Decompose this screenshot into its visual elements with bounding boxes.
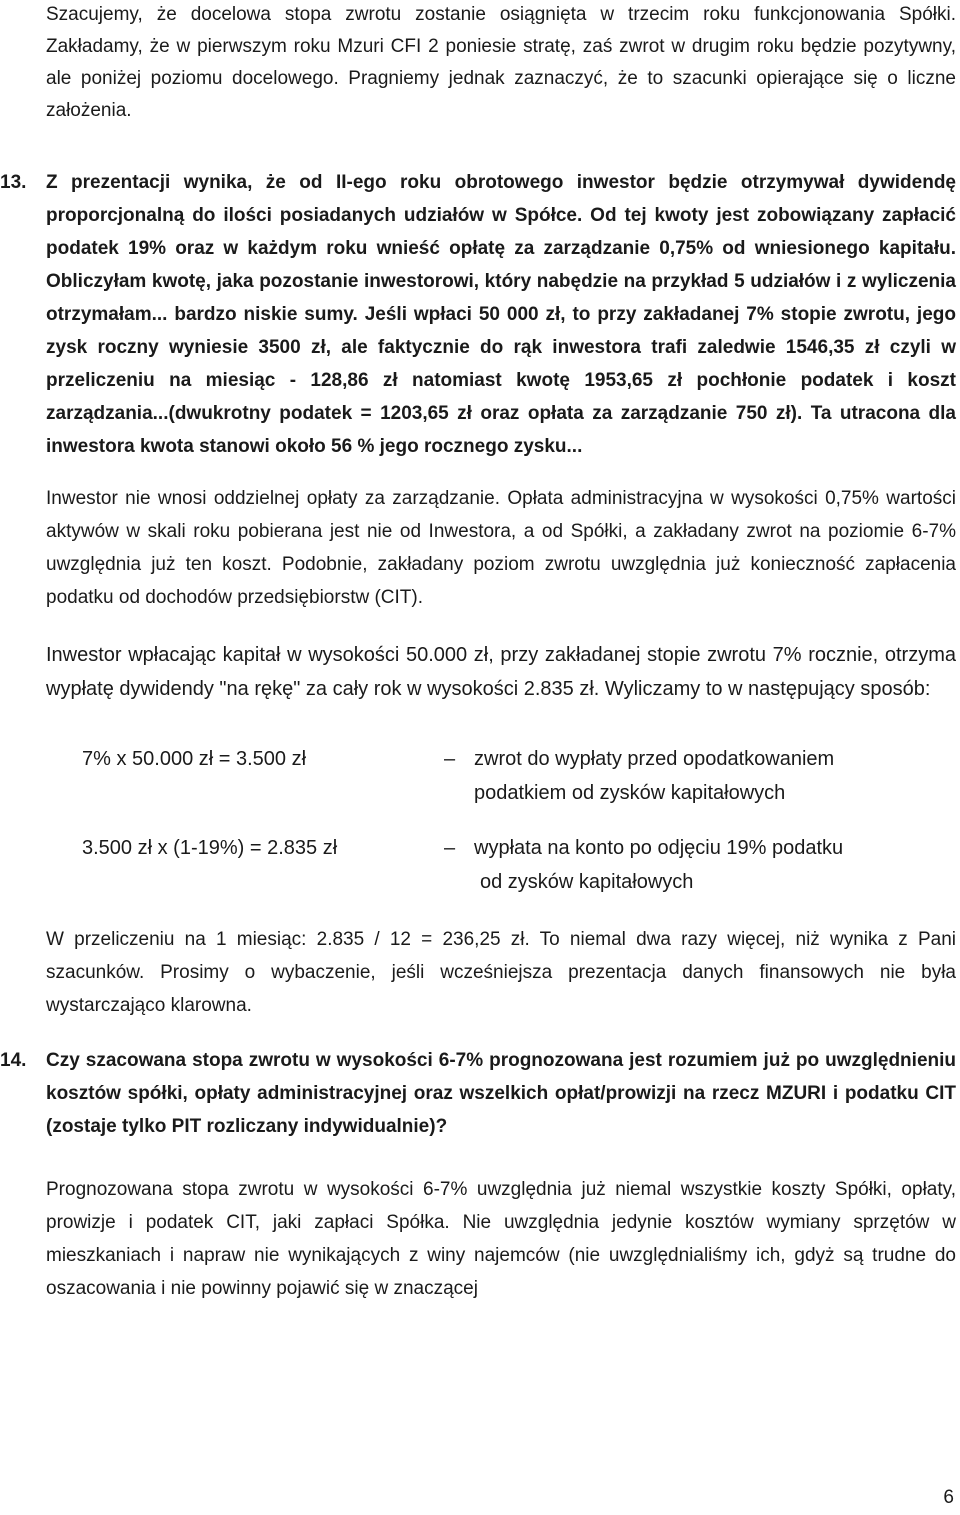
question-13-number: 13. xyxy=(0,172,27,193)
calculation-description-line: wypłata na konto po odjęciu 19% podatku xyxy=(474,837,844,859)
calculation-row xyxy=(46,831,956,897)
calculation-dash: – xyxy=(444,837,456,859)
answer-13-paragraph-1: Inwestor nie wnosi oddzielnej opłaty za zarządzanie. Opłata administracyjna w wysokości 0,75% wartości aktywów w skali roku pobierana jest nie od Inwestora, a od Spółki, a zakładany zwrot na poziomie 6-7% uwzględnia już ten koszt. Podobnie, zakładany poziom zwrotu uwzględnia już konieczność zapłacenia podatku od dochodów przedsiębiorstw (CIT). xyxy=(46,488,956,608)
answer-13-paragraph-3: W przeliczeniu na 1 miesiąc: 2.835 / 12 = 236,25 zł. To niemal dwa razy więcej, niż wynika z Pani szacunków. Prosimy o wybaczenie, jeśli wcześniejsza prezentacja danych finansowych nie była wystarczająco klarowna. xyxy=(46,929,956,1016)
page-number: 6 xyxy=(943,1487,954,1508)
question-14-text: Czy szacowana stopa zwrotu w wysokości 6-7% prognozowana jest rozumiem już po uwzględnieniu kosztów spółki, opłaty administracyjnej oraz wszelkich opłat/prowizji na rzecz MZURI i podatku CIT (zostaje tylko PIT rozliczany indywidualnie)? xyxy=(46,1050,956,1137)
calculation-description xyxy=(474,742,954,810)
calculation-row xyxy=(46,742,956,808)
question-14-number: 14. xyxy=(0,1050,27,1071)
calculation-description xyxy=(474,831,954,899)
calculation-description-line: zwrot do wypłaty przed opodatkowaniem xyxy=(474,748,835,770)
intro-paragraph: Szacujemy, że docelowa stopa zwrotu zostanie osiągnięta w trzecim roku funkcjonowania Spółki. Zakładamy, że w pierwszym roku Mzuri CFI 2 poniesie stratę, zaś zwrot w drugim roku będzie pozytywny, ale poniżej poziomu docelowego. Pragniemy jednak zaznaczyć, że to szacunki opierające się o liczne założenia. xyxy=(46,4,956,121)
calculation-formula: 3.500 zł x (1-19%) = 2.835 zł xyxy=(82,837,338,859)
question-14 xyxy=(0,1044,956,1143)
question-13 xyxy=(0,166,956,463)
question-13-text: Z prezentacji wynika, że od II-ego roku obrotowego inwestor będzie otrzymywał dywidendę proporcjonalną do ilości posiadanych udziałów w Spółce. Od tej kwoty jest zobowiązany zapłacić podatek 19% oraz w każdym roku wnieść opłatę za zarządzanie 0,75% od wniesionego kapitału. Obliczyłam kwotę, jaka pozostanie inwestorowi, który nabędzie na przykład 5 udziałów i z wyliczenia otrzymałam... bardzo niskie sumy. Jeśli wpłaci 50 000 zł, to przy zakładanej 7% stopie zwrotu, jego zysk roczny wyniesie 3500 zł, ale faktycznie do rąk inwestora trafi zaledwie 1546,35 zł czyli w przeliczeniu na miesiąc - 128,86 zł natomiast kwotę 1953,65 zł pochłonie podatek i koszt zarządzania...(dwukrotny podatek = 1203,65 zł oraz opłata za zarządzanie 750 zł). Ta utracona dla inwestora kwota stanowi około 56 % jego rocznego zysku... xyxy=(46,172,956,457)
answer-13-paragraph-2: Inwestor wpłacając kapitał w wysokości 50.000 zł, przy zakładanej stopie zwrotu 7% rocznie, otrzyma wypłatę dywidendy "na rękę" za cały rok w wysokości 2.835 zł. Wyliczamy to w następujący sposób: xyxy=(46,644,956,700)
calculation-description-line: podatkiem od zysków kapitałowych xyxy=(474,782,786,804)
answer-14-paragraph-1: Prognozowana stopa zwrotu w wysokości 6-7% uwzględnia już niemal wszystkie koszty Spółki, opłaty, prowizje i podatek CIT, jaki zapłaci Spółka. Nie uwzględnia jedynie kosztów wymiany sprzętów w mieszkaniach i napraw nie wynikających z winy najemców (nie uwzględnialiśmy ich, gdyż są trudne do oszacowania i nie powinny pojawić się w znaczącej xyxy=(46,1179,956,1299)
calculation-dash: – xyxy=(444,748,456,770)
calculation-formula: 7% x 50.000 zł = 3.500 zł xyxy=(82,748,307,770)
calculation-list xyxy=(46,742,956,897)
calculation-description-line: od zysków kapitałowych xyxy=(480,871,694,893)
